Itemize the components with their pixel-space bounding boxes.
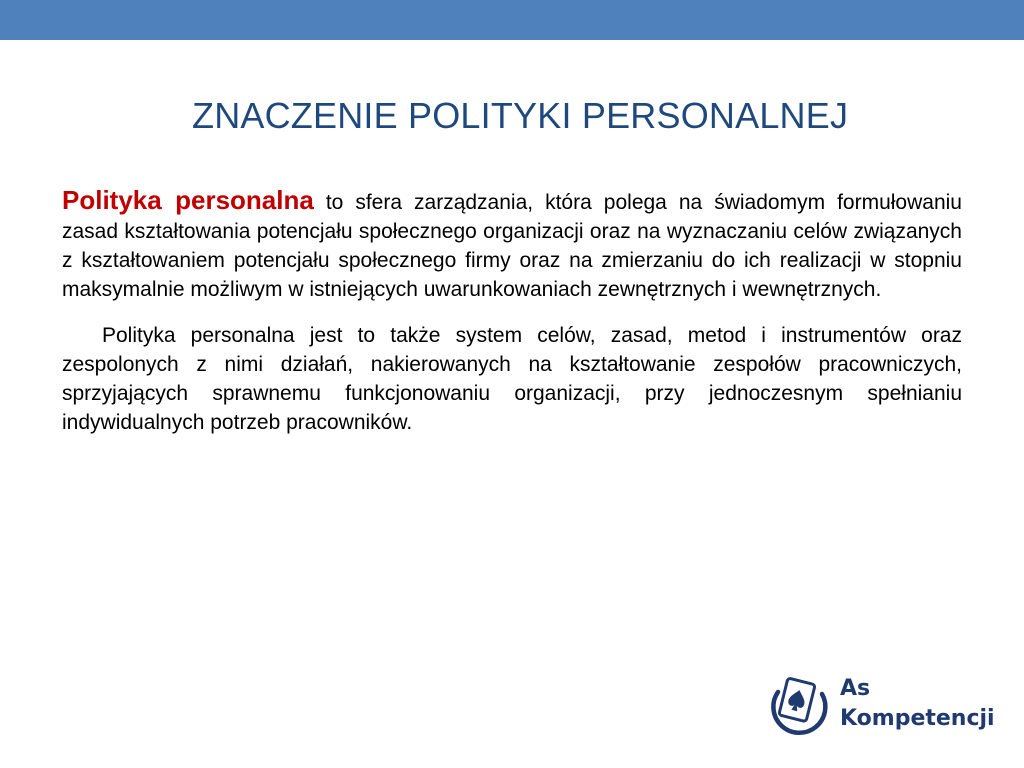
as-kompetencji-logo xyxy=(768,668,998,748)
paragraph-2-text: Polityka personalna jest to także system celów, zasad, metod i instrumentów oraz zespolonych z nimi działań, nakierowanych na kształtowanie zespołów pracowniczych, sprzyjających sprawnemu funkcjonowaniu organizacji, przy jednoczesnym spełnianiu indywidualnych potrzeb pracowników. xyxy=(62,324,962,434)
paragraph-1-text: to sfera zarządzania, która polega na świadomym formułowaniu zasad kształtowania potencjału społecznego organizacji oraz na wyznaczaniu celów związanych z kształtowaniem potencjału społecznego firmy oraz na zmierzaniu do ich realizacji w stopniu maksymalnie możliwym w istniejących uwarunkowaniach zewnętrznych i wewnętrznych. xyxy=(62,191,962,301)
paragraph-1 xyxy=(62,186,962,304)
lead-term: Polityka personalna xyxy=(62,185,314,215)
logo-text xyxy=(840,674,995,734)
spade-card-icon xyxy=(768,672,832,738)
paragraph-2 xyxy=(62,321,962,437)
body-text xyxy=(62,186,962,437)
logo-line-2: Kompetencji xyxy=(840,706,995,731)
logo-line-1: As xyxy=(840,676,871,701)
slide-title: ZNACZENIE POLITYKI PERSONALNEJ xyxy=(192,95,849,136)
top-bar xyxy=(0,0,1024,40)
